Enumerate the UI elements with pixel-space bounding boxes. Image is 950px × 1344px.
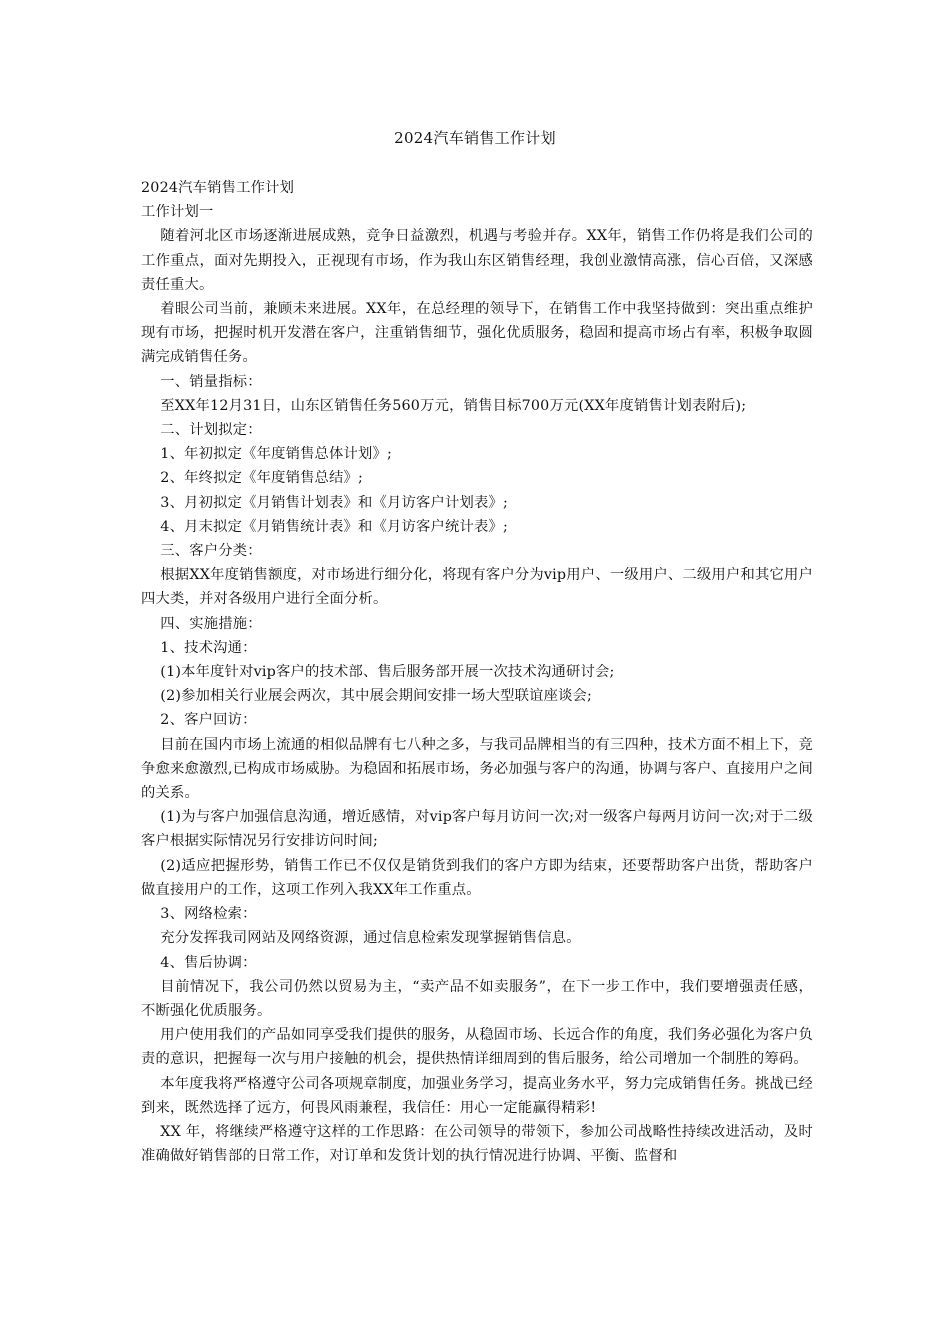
paragraph: 目前情况下，我公司仍然以贸易为主，“卖产品不如卖服务”，在下一步工作中，我们要增强责任感，不断强化优质服务。 <box>141 978 813 1019</box>
paragraph: 根据XX年度销售额度，对市场进行细分化，将现有客户分为vip用户、一级用户、二级用户和其它用户四大类，并对各级用户进行全面分析。 <box>141 567 813 608</box>
paragraph: 2、年终拟定《年度销售总结》; <box>160 470 364 487</box>
paragraph: 至XX年12月31日，山东区销售任务560万元，销售目标700万元(XX年度销售计划表附后); <box>160 397 747 414</box>
paragraph: (2)参加相关行业展会两次，其中展会期间安排一场大型联谊座谈会; <box>160 688 593 705</box>
document-body <box>141 176 813 1168</box>
paragraph: 2024汽车销售工作计划 <box>141 180 295 196</box>
paragraph: (1)本年度针对vip客户的技术部、售后服务部开展一次技术沟通研讨会; <box>160 664 615 681</box>
paragraph: 目前在国内市场上流通的相似品牌有七八种之多，与我司品牌相当的有三四种，技术方面不相上下，竞争愈来愈激烈,已构成市场威胁。为稳固和拓展市场，务必加强与客户的沟通，协调与客户、直接用户之间的关系。 <box>141 736 813 802</box>
paragraph: 用户使用我们的产品如同享受我们提供的服务，从稳固市场、长远合作的角度，我们务必强化为客户负责的意识，把握每一次与用户接触的机会，提供热情详细周到的售后服务，给公司增加一个制胜的筹码。 <box>141 1027 813 1068</box>
paragraph: 1、技术沟通： <box>160 639 257 656</box>
paragraph: 4、月末拟定《月销售统计表》和《月访客户统计表》; <box>160 518 509 535</box>
paragraph: 二、计划拟定： <box>160 422 262 439</box>
paragraph: XX 年，将继续严格遵守这样的工作思路：在公司领导的带领下，参加公司战略性持续改进活动，及时准确做好销售部的日常工作，对订单和发货计划的执行情况进行协调、平衡、监督和 <box>141 1123 813 1165</box>
paragraph: 一、销量指标： <box>160 373 262 390</box>
paragraph: 着眼公司当前，兼顾未来进展。XX年，在总经理的领导下，在销售工作中我坚持做到：突出重点维护现有市场，把握时机开发潜在客户，注重销售细节，强化优质服务，稳固和提高市场占有率，积极争取圆满完成销售任务。 <box>141 301 813 366</box>
paragraph: 3、网络检索： <box>160 906 257 923</box>
paragraph: (1)为与客户加强信息沟通，增近感情，对vip客户每月访问一次;对一级客户每两月访问一次;对于二级客户根据实际情况另行安排访问时间; <box>141 809 813 850</box>
paragraph: 2、客户回访： <box>160 712 257 729</box>
paragraph: 三、客户分类： <box>160 543 262 560</box>
paragraph: 1、年初拟定《年度销售总体计划》; <box>160 446 393 463</box>
paragraph: 工作计划一 <box>141 204 214 221</box>
document-title: 2024汽车销售工作计划 <box>394 129 556 147</box>
paragraph: 本年度我将严格遵守公司各项规章制度，加强业务学习，提高业务水平，努力完成销售任务。挑战已经到来，既然选择了远方，何畏风雨兼程，我信任：用心一定能赢得精彩! <box>141 1075 813 1116</box>
paragraph: 充分发挥我司网站及网络资源，通过信息检索发现掌握销售信息。 <box>160 930 581 947</box>
paragraph: 四、实施措施： <box>160 615 262 632</box>
paragraph: 随着河北区市场逐渐进展成熟，竞争日益激烈，机遇与考验并存。XX年，销售工作仍将是我们公司的工作重点，面对先期投入，正视现有市场，作为我山东区销售经理，我创业激情高涨，信心百倍，又深感责任重大。 <box>141 228 813 293</box>
paragraph: (2)适应把握形势，销售工作已不仅仅是销货到我们的客户方即为结束，还要帮助客户出货，帮助客户做直接用户的工作，这项工作列入我XX年工作重点。 <box>141 857 813 898</box>
paragraph: 4、售后协调： <box>160 954 257 971</box>
paragraph: 3、月初拟定《月销售计划表》和《月访客户计划表》; <box>160 494 509 511</box>
